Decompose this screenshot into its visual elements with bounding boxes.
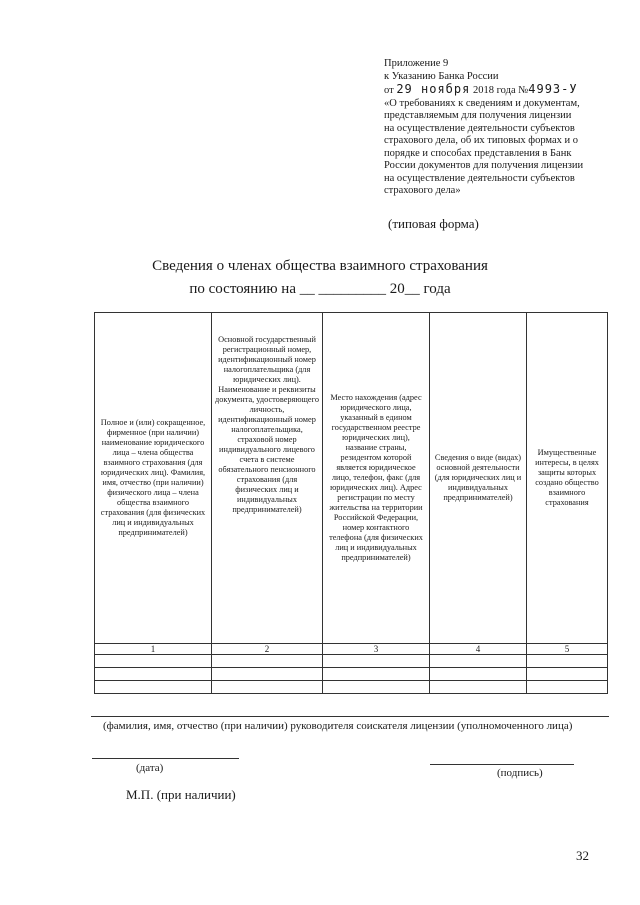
date-caption: (дата) bbox=[136, 762, 164, 774]
members-table bbox=[94, 312, 608, 694]
document-title: Сведения о членах общества взаимного страхования bbox=[152, 258, 488, 274]
signature-caption: (подпись) bbox=[497, 767, 543, 779]
column-number: 4 bbox=[430, 644, 527, 655]
header-text-line: страхового дела» bbox=[384, 185, 461, 196]
appendix-date-line bbox=[384, 83, 619, 98]
column-number-row bbox=[95, 644, 608, 655]
table-row bbox=[95, 668, 608, 681]
column-number: 1 bbox=[95, 644, 212, 655]
signatory-name-line bbox=[91, 716, 609, 717]
header-text-line: порядке и способах представления в Банк bbox=[384, 147, 572, 159]
document-subtitle: по состоянию на __ _________ 20__ года bbox=[189, 281, 451, 297]
appendix-header bbox=[384, 58, 619, 198]
column-header: Имущественные интересы, в целях защиты которых создано общество взаимного страхования bbox=[527, 313, 608, 644]
handwritten-number: 4993-У bbox=[528, 82, 578, 96]
appendix-title: Приложение 9 bbox=[384, 58, 449, 69]
column-number: 2 bbox=[212, 644, 323, 655]
date-line bbox=[92, 758, 239, 759]
date-prefix: от bbox=[384, 85, 394, 96]
header-text-line: России документов для получения лицензии bbox=[384, 160, 584, 171]
page-number: 32 bbox=[576, 848, 589, 863]
header-text-line: представляемым для получения лицензии bbox=[384, 110, 572, 121]
stamp-placeholder: М.П. (при наличии) bbox=[126, 787, 236, 802]
signatory-caption: (фамилия, имя, отчество (при наличии) руководителя соискателя лицензии (уполномоченного лица) bbox=[103, 720, 573, 732]
table-header-row bbox=[95, 313, 608, 644]
form-type-label: (типовая форма) bbox=[388, 216, 479, 231]
column-header: Место нахождения (адрес юридического лица, указанный в едином государственном реестре юридических лиц), название страны, резидентом которой является юридическое лицо, телефон, факс (для юридических лиц). Адрес регистрации по месту жительства на территории Российской Федерации, номер контактного телефона (для физических лиц и индивидуальных предпринимателей) bbox=[323, 313, 430, 644]
date-year: 2018 года № bbox=[472, 85, 529, 96]
signature-line bbox=[430, 764, 574, 765]
column-header: Сведения о виде (видах) основной деятельности (для юридических лиц и индивидуальных предпринимателей) bbox=[430, 313, 527, 644]
appendix-reference: к Указанию Банка России bbox=[384, 70, 499, 82]
header-text-line: на осуществление деятельности субъектов bbox=[384, 172, 575, 184]
header-text-line: «О требованиях к сведениям и документам, bbox=[384, 97, 580, 109]
table-row bbox=[95, 655, 608, 668]
header-text-line: на осуществление деятельности субъектов bbox=[384, 122, 575, 134]
column-header: Полное и (или) сокращенное, фирменное (при наличии) наименование юридического лица – члена общества взаимного страхования (для юридических лиц). Фамилия, имя, отчество (при наличии) физического лица – члена общества взаимного страхования (для физических лиц и индивидуальных предпринимателей) bbox=[95, 313, 212, 644]
column-header: Основной государственный регистрационный номер, идентификационный номер налогоплательщика (для юридических лиц). Наименование и реквизиты документа, удостоверяющего личность, идентификационный номер налогоплательщика, страховой номер индивидуального лицевого счета в системе обязательного пенсионного страхования (для физических лиц и индивидуальных предпринимателей) bbox=[212, 313, 323, 644]
table-row bbox=[95, 681, 608, 694]
handwritten-date: 29 ноября bbox=[396, 82, 471, 96]
column-number: 5 bbox=[527, 644, 608, 655]
header-text-line: страхового дела, об их типовых формах и о bbox=[384, 135, 579, 146]
column-number: 3 bbox=[323, 644, 430, 655]
